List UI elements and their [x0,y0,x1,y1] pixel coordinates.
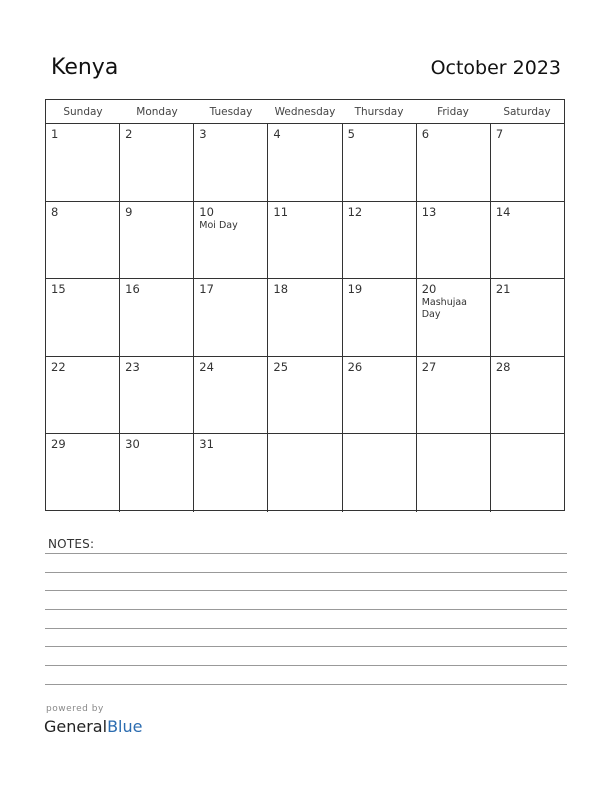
day-number: 9 [125,204,133,219]
day-cell [120,202,194,279]
day-number: 8 [51,204,59,219]
day-number: 26 [347,359,363,374]
day-number: 15 [51,282,66,297]
day-number: 12 [347,204,363,219]
day-cell [417,124,491,201]
day-cell [120,124,194,201]
day-number: 27 [421,359,437,374]
day-cell [268,434,342,512]
day-cell [268,124,342,201]
day-cell [343,434,417,512]
day-cell [417,357,491,434]
day-number: 28 [495,359,511,374]
day-cell [46,434,120,512]
day-number: 2 [125,127,133,141]
note-line [45,609,567,610]
day-cell [491,124,564,201]
day-number: 18 [273,282,289,297]
day-number: 20 [421,282,437,297]
weekday-header-row [46,100,564,124]
day-number: 23 [125,359,140,374]
holiday-label: Mashujaa Day [421,297,467,321]
day-cell [491,357,564,434]
calendar-weeks [46,124,564,510]
note-line [45,628,567,629]
weekday-header: Sunday [63,106,103,118]
month-year-title: October 2023 [430,57,561,79]
country-title: Kenya [51,55,119,80]
note-line [45,684,567,685]
day-cell [194,124,268,201]
day-number: 21 [495,282,511,297]
day-number: 31 [199,437,214,452]
week-row [46,279,564,357]
calendar-grid [45,99,565,511]
weekday-header: Friday [437,106,469,118]
day-cell [46,357,120,434]
day-cell [120,357,194,434]
holiday-label: Moi Day [199,219,238,231]
notes-label: NOTES: [48,537,95,551]
day-number: 29 [51,437,66,452]
day-number: 5 [347,127,355,141]
day-cell [194,434,268,512]
day-number: 24 [199,359,214,374]
day-cell [194,279,268,356]
weekday-header: Tuesday [209,106,253,118]
day-cell [46,202,120,279]
weekday-header: Monday [136,106,178,118]
day-number: 4 [273,127,281,141]
powered-by-text: powered by [46,704,104,714]
day-cell [120,434,194,512]
day-cell [417,279,491,356]
day-number: 1 [51,127,59,141]
day-cell [268,202,342,279]
day-cell [343,202,417,279]
day-cell [343,124,417,201]
day-number: 11 [273,204,289,219]
day-cell [46,124,120,201]
day-number: 3 [199,127,207,141]
note-line [45,646,567,647]
day-cell [268,279,342,356]
weekday-header: Thursday [354,106,404,118]
note-line [45,665,567,666]
note-line [45,572,567,573]
day-number: 16 [125,282,140,297]
day-cell [268,357,342,434]
note-line [45,553,567,554]
week-row [46,434,564,512]
day-number: 30 [125,437,140,452]
generalblue-logo [44,717,142,736]
day-cell [491,202,564,279]
note-line [45,590,567,591]
weekday-header: Wednesday [274,106,336,118]
day-cell [343,357,417,434]
day-number: 7 [495,127,504,141]
brand-general: General [44,717,108,736]
brand-blue: Blue [107,717,143,736]
day-cell [491,279,564,356]
day-cell [120,279,194,356]
weekday-header: Saturday [503,106,551,118]
day-number: 17 [199,282,214,297]
day-number: 14 [495,204,511,219]
week-row [46,357,564,435]
day-cell [491,434,564,512]
day-number: 22 [51,359,66,374]
day-cell [46,279,120,356]
day-cell [194,202,268,279]
day-number: 13 [421,204,437,219]
day-cell [343,279,417,356]
day-cell [417,202,491,279]
day-number: 6 [421,127,430,141]
day-cell [417,434,491,512]
day-number: 19 [347,282,363,297]
day-number: 25 [273,359,289,374]
day-number: 10 [199,204,214,219]
week-row [46,202,564,280]
day-cell [194,357,268,434]
week-row [46,124,564,202]
